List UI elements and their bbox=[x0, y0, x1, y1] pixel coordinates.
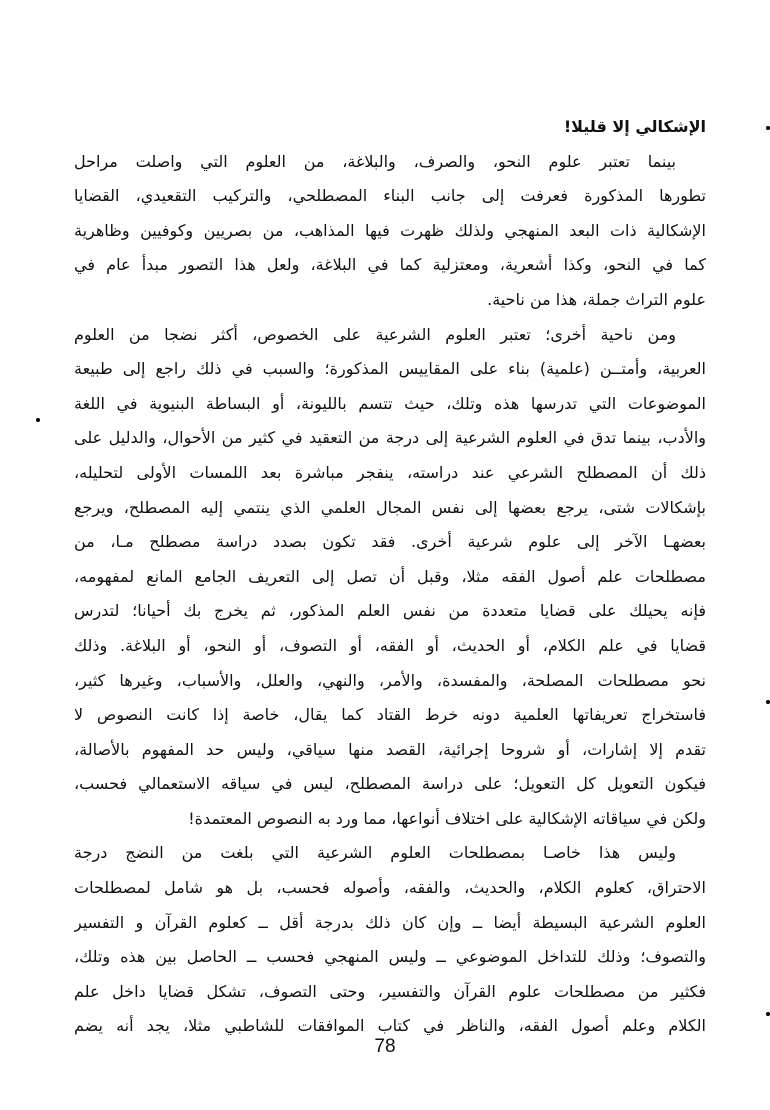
text-line-continuation: الإشكالي إلا قليلا! bbox=[563, 117, 706, 136]
text-line: بعضهـا الآخر إلى علوم شرعية أخرى. فقد تكون بصدد دراسة مصطلح مـا، من bbox=[74, 532, 706, 552]
text-line: كما في النحو، وكذا أشعرية، ومعتزلية كما في البلاغة، ولعل هذا التصور مبدأ عام في bbox=[74, 255, 706, 275]
text-line: الاحتراق، كعلوم الكلام، والحديث، والفقه، وأصوله فحسب، بل هو شامل لمصطلحات bbox=[74, 878, 706, 898]
text-line: الكلام وعلم أصول الفقه، والناظر في كتاب الموافقات للشاطبي مثلا، يجد أنه يضم bbox=[74, 1016, 706, 1036]
body-text bbox=[74, 110, 706, 1044]
scan-mark-left-upper bbox=[36, 418, 40, 422]
text-line: وليس هذا خاصـا بمصطلحات العلوم الشرعية التي بلغت من النضج درجة bbox=[74, 843, 676, 863]
page-number: 78 bbox=[374, 1036, 396, 1057]
scan-mark-right-middle bbox=[766, 700, 770, 704]
text-line: فإنه يحيلك على قضايا متعددة من نفس العلم المذكور، ثم يخرج بك أحيانا؛ لتدرس bbox=[74, 601, 706, 621]
text-line: ومن ناحية أخرى؛ تعتبر العلوم الشرعية على الخصوص، أكثر نضجا من العلوم bbox=[74, 324, 676, 344]
text-line: قضايا في علم الكلام، أو الحديث، أو الفقه، أو التصوف، أو النحو، أو البلاغة. وذلك bbox=[74, 635, 706, 655]
text-line: فيكون التعويل كل التعويل؛ على دراسة المصطلح، ليس في سياقه الاستعمالي فحسب، bbox=[74, 774, 706, 794]
text-line: العربية، وأمتــن (علمية) بناء على المقاييس المذكورة؛ والسبب في ذلك راجع إلى طبيعة bbox=[74, 359, 706, 379]
text-line: الإشكالية ذات البعد المنهجي ولذلك ظهرت فيها المذاهب، من بصريين وكوفيين وظاهرية bbox=[74, 220, 706, 240]
text-line: ولكن في سياقاته الإشكالية على اختلاف أنواعها، مما ورد به النصوص المعتمدة! bbox=[188, 808, 706, 828]
text-line: الموضوعات التي تدرسها هذه وتلك، حيث تتسم بالليونة، أو البساطة البنيوية في اللغة bbox=[74, 393, 706, 413]
text-line: بإشكالات شتى، يرجع بعضها إلى نفس المجال العلمي الذي ينتمي إليه المصطلح، ويرجع bbox=[74, 497, 706, 517]
text-line: والتصوف؛ وذلك للتداخل الموضوعي ــ وليس المنهجي فحسب ــ الحاصل بين هذه وتلك، bbox=[74, 947, 706, 967]
text-line: العلوم الشرعية البسيطة أيضا ــ وإن كان ذلك بدرجة أقل ــ كعلوم القرآن و التفسير bbox=[74, 912, 706, 932]
text-line: تقدم إلا إشارات، أو شروحا إجرائية، القصد منها سياقي، وليس حد المفهوم بالأصالة، bbox=[74, 739, 706, 759]
text-line: فكثير من مصطلحات علوم القرآن والتفسير، وحتى التصوف، تشكل قضايا داخل علم bbox=[74, 981, 706, 1001]
text-line: بينما تعتبر علوم النحو، والصرف، والبلاغة، من العلوم التي واصلت مراحل bbox=[74, 151, 676, 171]
text-line: فاستخراج تعريفاتها العلمية دونه خرط القتاد كما يقال، خاصة إذا كانت النصوص لا bbox=[74, 705, 706, 725]
scan-mark-top-right bbox=[766, 126, 770, 130]
scan-mark-right-lower bbox=[766, 1012, 770, 1016]
text-line: والأدب، بينما تدق في العلوم الشرعية إلى درجة من التعقيد في كثير من الأحوال، والدليل على bbox=[74, 428, 706, 448]
text-line: مصطلحات علم أصول الفقه مثلا، وقبل أن تصل إلى التعريف الجامع المانع لمفهومه، bbox=[74, 566, 706, 586]
text-line: تطورها المذكورة فعرفت إلى جانب البناء المصطلحي، والتركيب التقعيدي، القضايا bbox=[74, 186, 706, 206]
text-line: علوم التراث جملة، هذا من ناحية. bbox=[487, 289, 706, 309]
text-line: ذلك أن المصطلح الشرعي عند دراسته، ينفجر مباشرة بعد اللمسات الأولى لتحليله، bbox=[74, 462, 706, 482]
text-line: نحو مصطلحات المصلحة، والمفسدة، والأمر، والنهي، والعلل، والأسباب، وغيرها كثير، bbox=[74, 670, 706, 690]
